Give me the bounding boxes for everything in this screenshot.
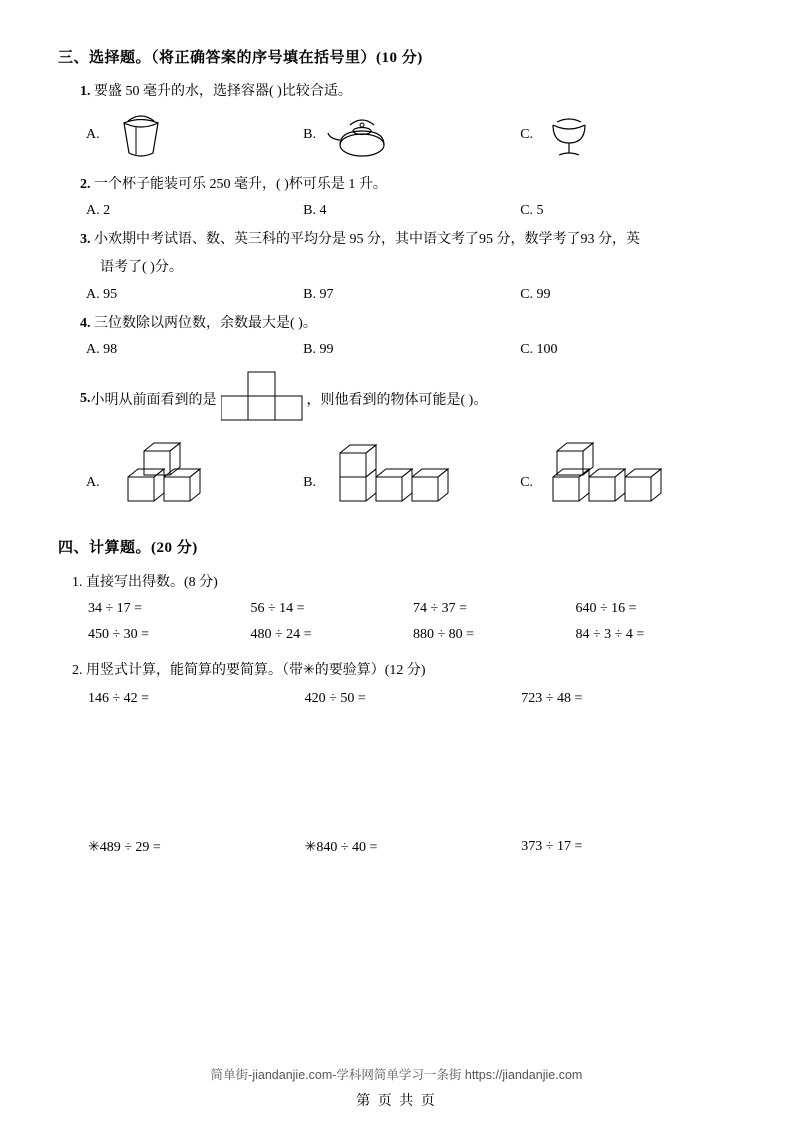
option-c-label: C. (520, 126, 534, 142)
calc-item[interactable]: 56 ÷ 14 = (250, 601, 305, 617)
calc-item[interactable]: 880 ÷ 80 = (413, 627, 475, 643)
question-4-options (58, 342, 738, 358)
option-c[interactable]: C. 100 (520, 342, 558, 358)
question-5 (58, 368, 738, 429)
goblet-icon (539, 109, 599, 166)
page-number: 第 页 共 页 (356, 1094, 437, 1109)
calc-item[interactable]: 373 ÷ 17 = (521, 839, 583, 855)
question-3-options (58, 287, 738, 303)
calc-item[interactable]: ✳489 ÷ 29 = (88, 840, 161, 856)
page-content (58, 46, 738, 856)
question-3-text: 小欢期中考试语、数、英三科的平均分是 95 分，其中语文考了95 分，数学考了93 分，英 (94, 232, 640, 248)
cube-group-c-icon (539, 439, 679, 514)
subquestion-2-label: 2. 用竖式计算，能简算的要简算。（带✳的要验算）(12 分) (72, 663, 426, 679)
option-a[interactable]: A. 98 (86, 342, 118, 358)
work-space (58, 707, 738, 827)
calc-item[interactable]: 34 ÷ 17 = (88, 601, 143, 617)
question-5-text-before: 小明从前面看到的是 (90, 392, 217, 408)
question-2-options (58, 203, 738, 219)
section-title-4: 四、计算题。(20 分) (58, 540, 198, 557)
calc-item[interactable]: 84 ÷ 3 ÷ 4 = (575, 627, 645, 643)
question-4 (58, 313, 738, 335)
question-1-text: 要盛 50 毫升的水，选择容器( )比较合适。 (94, 84, 352, 99)
cube-group-b-icon (322, 439, 462, 514)
option-a-label: A. (86, 126, 100, 142)
option-b[interactable]: B. 99 (303, 342, 334, 358)
question-3-text-line2: 语考了( )分。 (100, 260, 183, 276)
question-5-text-after: ，则他看到的物体可能是( )。 (306, 392, 488, 408)
section-title-3: 三、选择题。（将正确答案的序号填在括号里）(10 分) (58, 50, 423, 66)
calc-item[interactable]: 146 ÷ 42 = (88, 691, 150, 707)
calc-row-1 (58, 601, 738, 617)
question-3 (58, 229, 738, 251)
calc-item[interactable]: ✳840 ÷ 40 = (304, 840, 378, 856)
watermark: 简单街-jiandanjie.com-学科网简单学习一条街 https://jiandanjie.com (210, 1068, 583, 1082)
option-b[interactable]: B. 4 (303, 203, 327, 219)
subquestion-1-label: 1. 直接写出得数。(8 分) (72, 575, 218, 591)
teapot-icon (322, 109, 402, 166)
question-4-number: 4. (80, 315, 91, 331)
question-4-text: 三位数除以两位数，余数最大是( )。 (94, 315, 317, 331)
calc-item[interactable]: 640 ÷ 16 = (575, 601, 637, 617)
question-1 (58, 81, 738, 103)
calc-row-2 (58, 627, 738, 643)
calc-item[interactable]: 420 ÷ 50 = (304, 691, 366, 707)
bucket-icon (106, 109, 176, 166)
option-a-label: A. (86, 475, 100, 491)
vertical-calc-row-2 (58, 839, 738, 856)
option-a[interactable]: A. 2 (86, 203, 111, 219)
option-c[interactable] (520, 439, 737, 514)
question-5-options (58, 439, 738, 514)
question-2-text: 一个杯子能装可乐 250 毫升，( )杯可乐是 1 升。 (94, 176, 387, 192)
calc-item[interactable]: 74 ÷ 37 = (413, 601, 468, 617)
option-c[interactable] (520, 109, 737, 166)
option-c[interactable]: C. 99 (520, 286, 551, 302)
question-5-number: 5. (80, 390, 91, 406)
option-b[interactable] (303, 439, 520, 514)
question-2 (58, 174, 738, 196)
option-a[interactable] (86, 109, 303, 166)
question-2-number: 2. (80, 176, 91, 192)
option-a[interactable]: A. 95 (86, 286, 118, 302)
option-c-label: C. (520, 475, 534, 491)
cube-group-a-icon (106, 439, 236, 514)
question-1-options (58, 109, 738, 166)
option-c[interactable]: C. 5 (520, 203, 544, 219)
vertical-calc-row-1 (58, 691, 738, 707)
question-1-number: 1. (80, 84, 91, 99)
option-b-label: B. (303, 126, 316, 142)
question-3-number: 3. (80, 232, 91, 248)
calc-item[interactable]: 723 ÷ 48 = (521, 691, 583, 707)
calc-item[interactable]: 450 ÷ 30 = (88, 627, 150, 643)
option-b[interactable] (303, 109, 520, 166)
option-b-label: B. (303, 475, 316, 491)
option-a[interactable] (86, 439, 303, 514)
front-view-shape-icon (221, 368, 303, 429)
calc-item[interactable]: 480 ÷ 24 = (250, 627, 312, 643)
option-b[interactable]: B. 97 (303, 286, 334, 302)
